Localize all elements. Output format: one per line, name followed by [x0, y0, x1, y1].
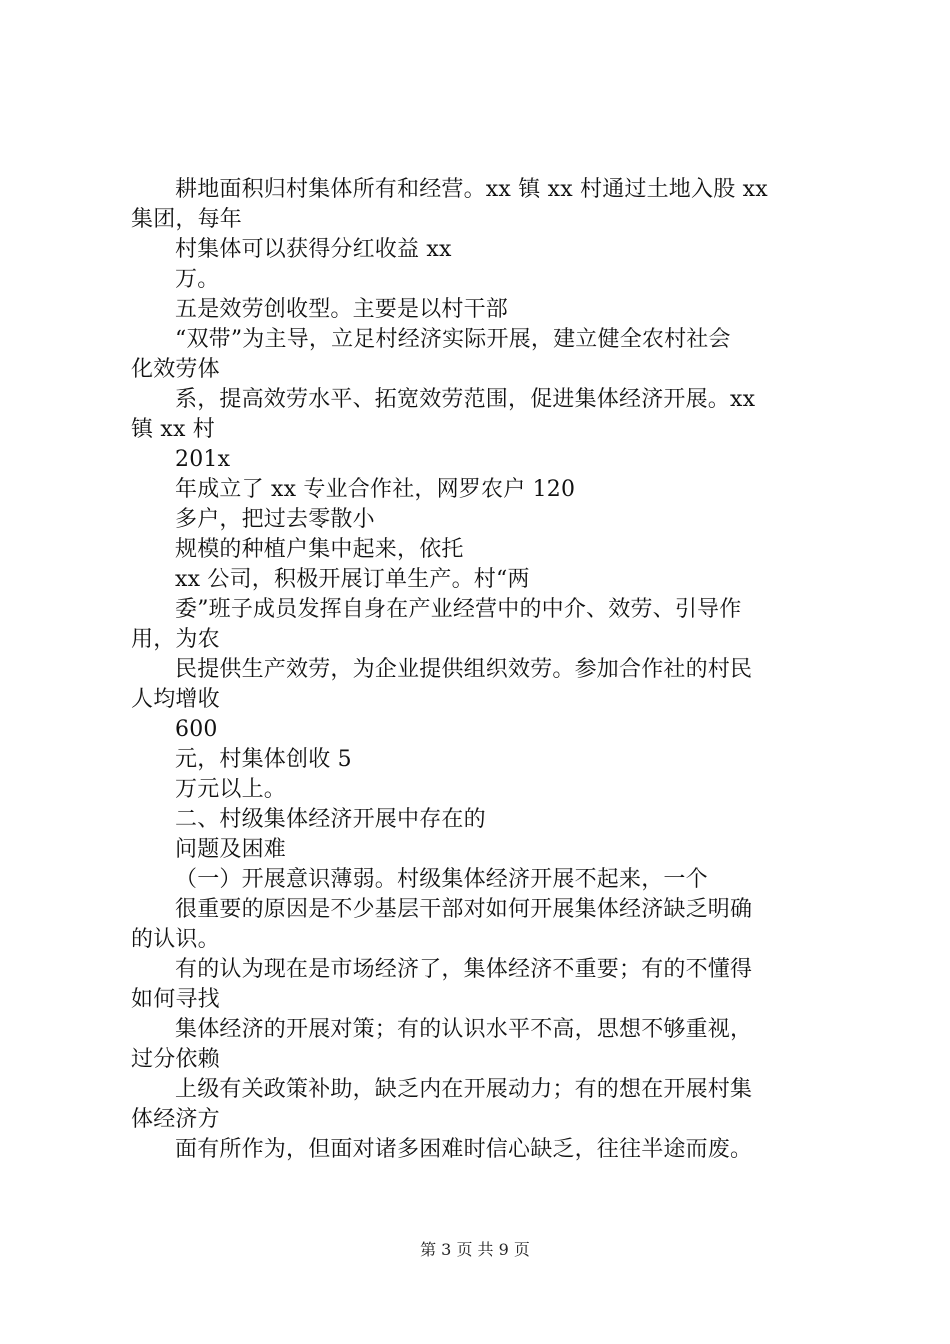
text-line: 集体经济的开展对策；有的认识水平不高，思想不够重视，: [175, 1017, 753, 1042]
text-line: 万元以上。: [175, 777, 287, 802]
text-line: 多户，把过去零散小: [175, 507, 375, 532]
document-body: [131, 175, 831, 1165]
text-line: （一）开展意识薄弱。村级集体经济开展不起来，一个: [175, 867, 708, 892]
text-line: 镇 xx 村: [131, 417, 216, 442]
text-line: 委”班子成员发挥自身在产业经营中的中介、效劳、引导作: [175, 597, 742, 622]
text-line: “双带”为主导，立足村经济实际开展，建立健全农村社会: [175, 327, 731, 352]
text-line: 如何寻找: [131, 987, 220, 1012]
text-line: 用，为农: [131, 627, 220, 652]
text-line: 有的认为现在是市场经济了，集体经济不重要；有的不懂得: [175, 957, 753, 982]
text-line: xx 公司，积极开展订单生产。村“两: [175, 567, 530, 592]
text-line: 年成立了 xx 专业合作社，网罗农户 120: [175, 477, 576, 502]
text-line: 规模的种植户集中起来，依托: [175, 537, 464, 562]
text-line: 化效劳体: [131, 357, 220, 382]
page-footer: 第 3 页 共 9 页: [420, 1240, 530, 1259]
text-line: 问题及困难: [175, 837, 287, 862]
text-line: 上级有关政策补助，缺乏内在开展动力；有的想在开展村集: [175, 1077, 753, 1102]
text-line: 的认识。: [131, 927, 220, 952]
text-line: 面有所作为，但面对诸多困难时信心缺乏，往往半途而废。: [175, 1137, 753, 1162]
text-line: 二、村级集体经济开展中存在的: [175, 807, 486, 832]
text-line: 体经济方: [131, 1107, 220, 1132]
text-line: 600: [175, 717, 218, 742]
text-line: 村集体可以获得分红收益 xx: [175, 237, 452, 262]
text-line: 耕地面积归村集体所有和经营。xx 镇 xx 村通过土地入股 xx: [175, 177, 768, 202]
text-line: 过分依赖: [131, 1047, 220, 1072]
text-line: 元，村集体创收 5: [175, 747, 352, 772]
text-line: 很重要的原因是不少基层干部对如何开展集体经济缺乏明确: [175, 897, 753, 922]
text-line: 五是效劳创收型。主要是以村干部: [175, 297, 509, 322]
text-line: 万。: [175, 267, 220, 292]
text-line: 系，提高效劳水平、拓宽效劳范围，促进集体经济开展。xx: [175, 387, 756, 412]
text-line: 集团，每年: [131, 207, 243, 232]
text-line: 人均增收: [131, 687, 220, 712]
text-line: 民提供生产效劳，为企业提供组织效劳。参加合作社的村民: [175, 657, 753, 682]
text-line: 201x: [175, 447, 231, 472]
